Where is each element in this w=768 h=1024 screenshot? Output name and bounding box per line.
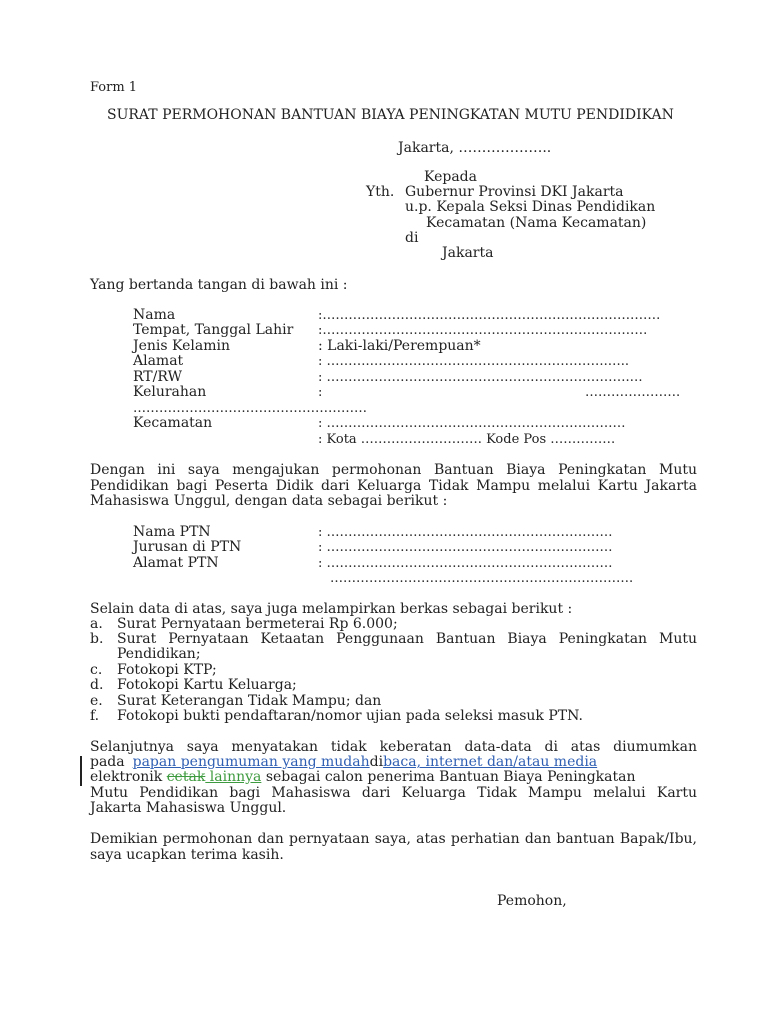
announcement-line-4: Mutu Pendidikan bagi Mahasiswa dari Keluarga Tidak Mampu melalui Kartu: [90, 785, 697, 801]
field-value-rtrw: : …………………………………………………………….…: [318, 370, 643, 385]
link-group: [125, 755, 697, 770]
ptn-label-nama: Nama PTN: [133, 524, 211, 540]
field-value-jenis-kelamin: : Laki-laki/Perempuan*: [318, 338, 481, 354]
paragraph-closing: Demikian permohonan dan pernyataan saya, atas perhatian dan bantuan Bapak/Ibu, saya ucapkan terima kasih.: [90, 831, 697, 863]
recipient-line3: Kecamatan (Nama Kecamatan): [426, 215, 647, 231]
list-item-number: c.: [90, 662, 103, 678]
list-item: Fotokopi bukti pendaftaran/nomor ujian pada seleksi masuk PTN.: [117, 708, 583, 724]
field-label-jenis-kelamin: Jenis Kelamin: [133, 338, 230, 354]
field-value-alamat: : ……….……………………………………………….…..: [318, 354, 630, 369]
recipient-line1: Gubernur Provinsi DKI Jakarta: [405, 184, 624, 200]
change-bar: [80, 756, 82, 786]
deleted-cetak: cetak: [166, 769, 206, 785]
field-label-alamat: Alamat: [133, 353, 184, 369]
field-label-ttl: Tempat, Tanggal Lahir: [133, 322, 294, 338]
ptn-value-nama: : …………………………………………………………: [318, 525, 613, 540]
list-item: Surat Keterangan Tidak Mampu; dan: [117, 693, 382, 709]
link-baca-internet[interactable]: baca, internet dan/atau media: [383, 754, 598, 770]
paragraph-request: Dengan ini saya mengajukan permohonan Bantuan Biaya Peningkatan Mutu Pendidikan bagi Peserta Didik dari Keluarga Tidak Mampu melalui Kartu Jakarta Mahasiswa Unggul, dengan data sebagai berikut :: [90, 462, 697, 510]
field-alamat-continuation: ………………………………………………: [133, 401, 367, 416]
field-kelurahan-dots: ………………….: [585, 385, 681, 400]
intro-text: Yang bertanda tangan di bawah ini :: [90, 277, 348, 293]
field-value-kelurahan: :: [318, 385, 323, 400]
list-item: Fotokopi Kartu Keluarga;: [117, 677, 297, 693]
link-papan-pengumuman[interactable]: papan pengumuman yang mudah: [132, 754, 370, 770]
ptn-value-alamat: : …………………………………………………………: [318, 556, 613, 571]
field-label-kecamatan: Kecamatan: [133, 415, 213, 431]
field-label-rtrw: RT/RW: [133, 369, 182, 385]
announcement-line-1: Selanjutnya saya menyatakan tidak keberatan data-data di atas diumumkan: [90, 739, 697, 755]
text-elektronik: elektronik: [90, 769, 163, 785]
ptn-alamat-continuation: …………………………………………………………….: [330, 571, 634, 586]
document-title: SURAT PERMOHONAN BANTUAN BIAYA PENINGKATAN MUTU PENDIDIKAN: [107, 107, 674, 123]
list-item-number: b.: [90, 631, 104, 647]
place-date: Jakarta, ………………..: [398, 140, 552, 156]
text-calon-penerima: sebagai calon penerima Bantuan Biaya Peningkatan: [265, 769, 636, 785]
recipient-line2: u.p. Kepala Seksi Dinas Pendidikan: [405, 199, 656, 215]
field-kota-kodepos: : Kota ………………………. Kode Pos ……………: [318, 432, 616, 447]
inserted-lainnya: lainnya: [205, 769, 262, 785]
text-pada: pada: [90, 754, 125, 770]
list-item: Fotokopi KTP;: [117, 662, 217, 678]
list-item: Surat Pernyataan Ketaatan Penggunaan Bantuan Biaya Peningkatan Mutu: [117, 631, 697, 647]
recipient-kepada: Kepada: [424, 169, 477, 185]
form-label: Form 1: [90, 80, 138, 95]
recipient-city: Jakarta: [442, 245, 494, 261]
field-label-nama: Nama: [133, 307, 176, 323]
announcement-line-2: [90, 755, 697, 770]
recipient-yth: Yth.: [366, 184, 395, 200]
field-value-kecamatan: : ……………………………………………………………: [318, 416, 626, 431]
list-item-number: e.: [90, 693, 103, 709]
attachments-intro: Selain data di atas, saya juga melampirkan berkas sebagai berikut :: [90, 601, 573, 617]
list-item-number: f.: [90, 708, 100, 724]
list-item: Surat Pernyataan bermeterai Rp 6.000;: [117, 616, 398, 632]
ptn-label-jurusan: Jurusan di PTN: [133, 539, 242, 555]
signature-label: Pemohon,: [497, 893, 567, 909]
announcement-line-5: Jakarta Mahasiswa Unggul.: [90, 800, 287, 816]
list-item-number: d.: [90, 677, 104, 693]
list-item-continuation: Pendidikan;: [117, 646, 201, 662]
field-value-nama: :……………………………………………………………………: [318, 308, 661, 323]
ptn-value-jurusan: : …………………………………………………………: [318, 540, 613, 555]
text-di: di: [369, 754, 384, 770]
field-label-kelurahan: Kelurahan: [133, 384, 207, 400]
recipient-di: di: [405, 230, 419, 246]
ptn-label-alamat: Alamat PTN: [133, 555, 219, 571]
announcement-line-3: [90, 770, 635, 785]
field-value-ttl: :…………………………………………………………………: [318, 323, 648, 338]
list-item-number: a.: [90, 616, 103, 632]
